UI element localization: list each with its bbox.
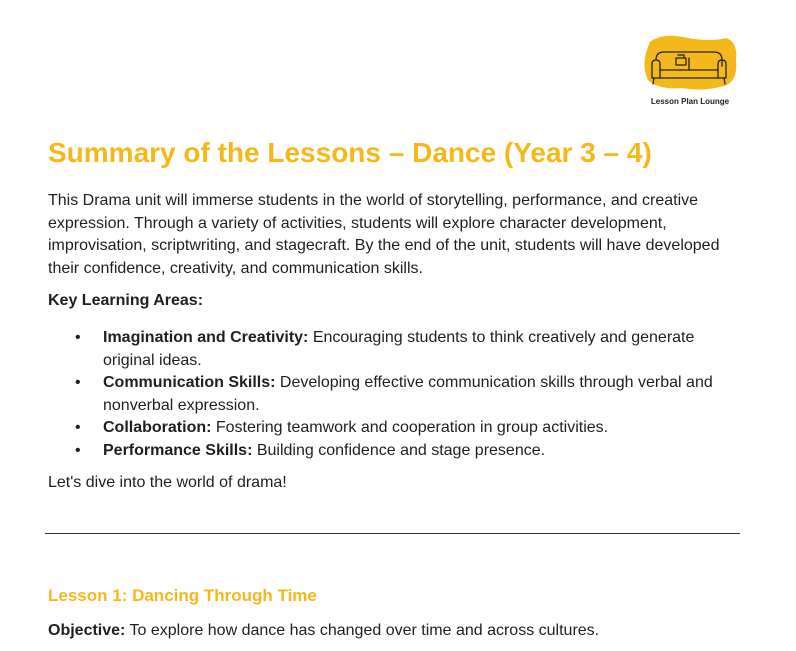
list-item	[48, 372, 748, 417]
section-divider	[45, 533, 740, 534]
sofa-icon	[642, 34, 738, 94]
list-item-desc: Developing effective communication skills through verbal and nonverbal expression.	[103, 374, 713, 414]
bullet-icon: •	[75, 441, 81, 459]
list-item-term: Performance Skills:	[103, 441, 253, 459]
key-learning-list	[48, 327, 748, 462]
lesson-1-title: Lesson 1: Dancing Through Time	[48, 586, 317, 605]
objective-text: To explore how dance has changed over time and across cultures.	[125, 622, 600, 639]
closing-line: Let's dive into the world of drama!	[48, 474, 287, 491]
list-item-term: Collaboration:	[103, 419, 212, 436]
lesson-1-objective	[48, 622, 599, 640]
list-item	[48, 417, 748, 440]
logo-text: Lesson Plan Lounge	[650, 97, 730, 106]
intro-paragraph: This Drama unit will immerse students in the world of storytelling, performance, and creative expression. Through a variety of activities, students will explore character development, improvisation, scriptwriting, and stagecraft. By the end of the unit, students will have developed their confidence, creativity, and communication skills.	[48, 192, 720, 277]
brand-logo	[640, 34, 740, 110]
list-item-desc: Encouraging students to think creatively and generate original ideas.	[103, 329, 695, 369]
list-item-desc: Building confidence and stage presence.	[252, 441, 546, 459]
list-item	[48, 327, 748, 372]
list-item-term: Communication Skills:	[103, 374, 276, 391]
bullet-icon: •	[75, 374, 81, 391]
bullet-icon: •	[75, 329, 81, 346]
key-learning-heading: Key Learning Areas:	[48, 292, 204, 309]
bullet-icon: •	[75, 419, 81, 436]
objective-label: Objective:	[48, 622, 126, 639]
page-title: Summary of the Lessons – Dance (Year 3 – 4)	[48, 137, 652, 168]
list-item	[48, 440, 748, 463]
list-item-desc: Fostering teamwork and cooperation in group activities.	[211, 419, 609, 436]
list-item-term: Imagination and Creativity:	[103, 329, 309, 346]
